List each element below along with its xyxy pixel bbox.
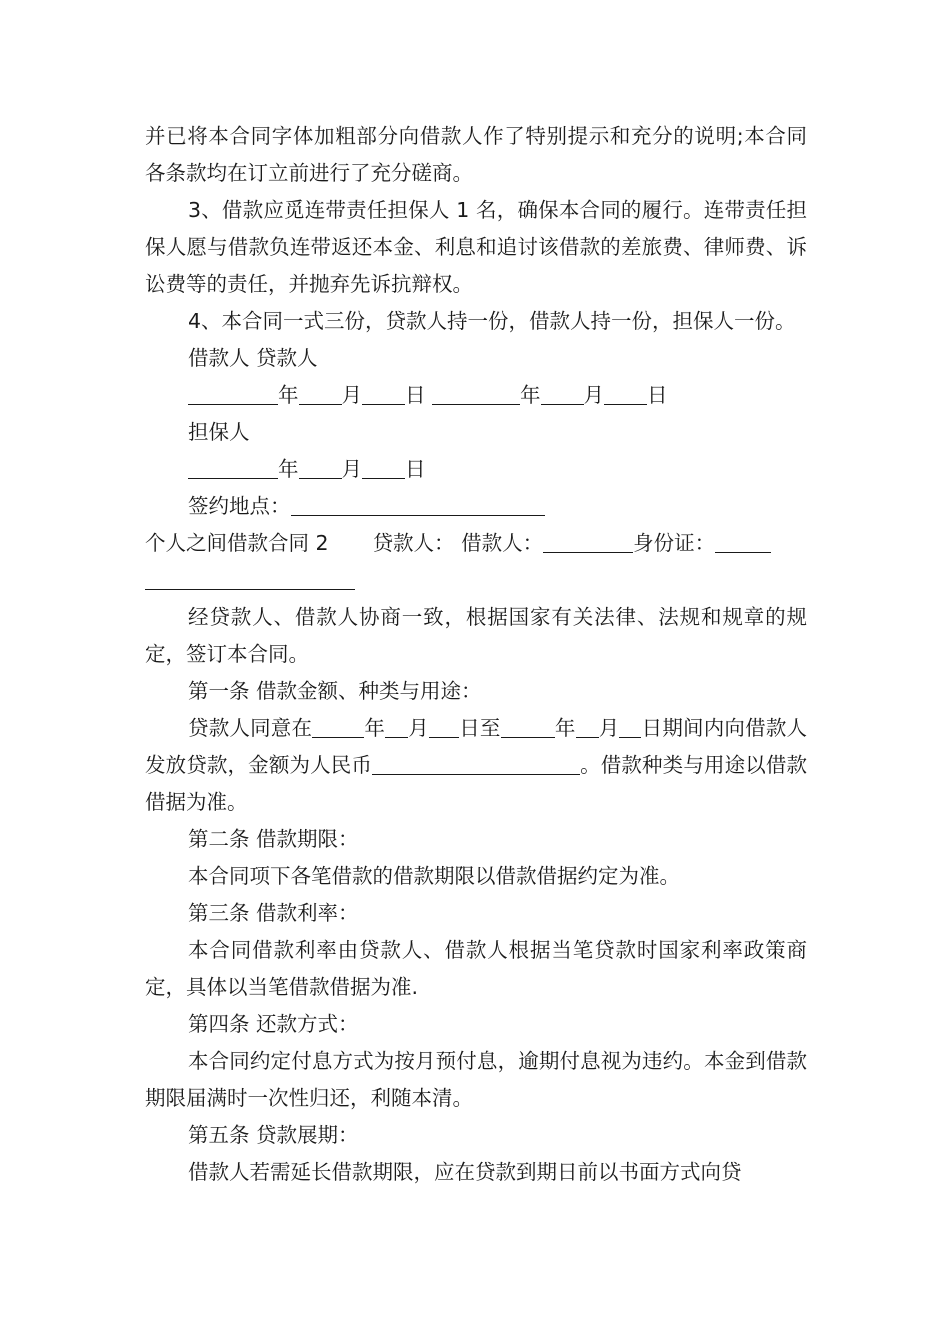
document-page (145, 118, 807, 1191)
article4-body: 本合同约定付息方式为按月预付息，逾期付息视为违约。本金到借款期限届满时一次性归还，利随本清。 (145, 1049, 807, 1110)
paragraph-guarantor-clause: 3、借款应觅连带责任担保人 1 名，确保本合同的履行。连带责任担保人愿与借款负连带返还本金、利息和追讨该借款的差旅费、律师费、诉讼费等的责任，并抛弃先诉抗辩权。 (145, 198, 807, 296)
guarantor-date-line (145, 451, 807, 488)
year-label: 年 (520, 383, 541, 407)
paragraph-disclosure: 并已将本合同字体加粗部分向借款人作了特别提示和充分的说明;本合同各条款均在订立前进行了充分磋商。 (145, 124, 807, 185)
start-year-blank (312, 715, 364, 738)
contract2-header-line (145, 525, 807, 562)
end-day-blank (619, 715, 641, 738)
end-year-blank (501, 715, 555, 738)
day-label: 日 (405, 383, 426, 407)
id-blank-continued (145, 562, 807, 599)
amount-blank (372, 752, 580, 775)
id-blank-line2 (145, 567, 355, 590)
month-label: 月 (341, 383, 362, 407)
month-blank (541, 382, 584, 405)
article5-title: 第五条 贷款展期： (188, 1123, 359, 1147)
year-blank (188, 382, 278, 405)
lender-label: 贷款人： (372, 531, 455, 555)
borrower-label: 借款人： (461, 531, 544, 555)
day-blank (362, 456, 405, 479)
article5-body: 借款人若需延长借款期限，应在贷款到期日前以书面方式向贷 (188, 1160, 742, 1184)
article2-title: 第二条 借款期限： (188, 827, 359, 851)
start-day-blank (429, 715, 459, 738)
article3-title: 第三条 借款利率： (188, 901, 359, 925)
signing-place-label: 签约地点： (188, 494, 291, 518)
year-label: 年 (278, 383, 299, 407)
month-label: 月 (341, 457, 362, 481)
end-month-blank (576, 715, 599, 738)
id-label: 身份证： (633, 531, 716, 555)
signature-parties: 借款人 贷款人 (188, 346, 318, 370)
contract2-preamble: 经贷款人、借款人协商一致，根据国家有关法律、法规和规章的规定，签订本合同。 (145, 605, 807, 666)
month-blank (299, 382, 342, 405)
start-month-blank (385, 715, 408, 738)
year-blank (432, 382, 520, 405)
article3-body: 本合同借款利率由贷款人、借款人根据当笔贷款时国家利率政策商定，具体以当笔借款借据为准. (145, 938, 807, 999)
day-blank (604, 382, 647, 405)
day-blank (362, 382, 405, 405)
year-label: 年 (278, 457, 299, 481)
signing-place-line (145, 488, 807, 525)
month-label: 月 (583, 383, 605, 407)
article2-body: 本合同项下各笔借款的借款期限以借款借据约定为准。 (188, 864, 680, 888)
signature-date-line (145, 377, 807, 414)
day-label: 日 (647, 383, 668, 407)
article4-title: 第四条 还款方式： (188, 1012, 359, 1036)
month-blank (299, 456, 342, 479)
guarantor-label: 担保人 (188, 420, 250, 444)
id-blank (715, 530, 771, 553)
article1-body: 贷款人同意在 年 月 日至 年 月 日期间内向借款人发放贷款，金额为人民币 。借款种类与用途以借款借据为准。 (145, 716, 808, 814)
day-label: 日 (405, 457, 426, 481)
borrower-blank (543, 530, 633, 553)
signing-place-blank (291, 493, 545, 516)
year-blank (188, 456, 278, 479)
paragraph-copies-clause: 4、本合同一式三份，贷款人持一份，借款人持一份，担保人一份。 (188, 309, 796, 333)
contract2-title: 个人之间借款合同 2 (145, 531, 329, 555)
article1-title: 第一条 借款金额、种类与用途： (188, 679, 482, 703)
